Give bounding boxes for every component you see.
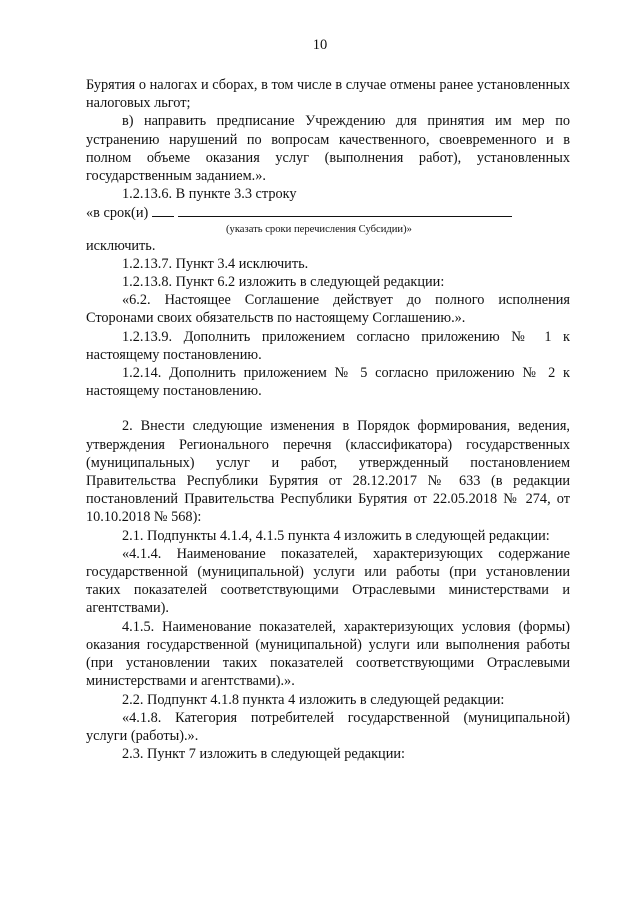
paragraph-2-1: 2.1. Подпункты 4.1.4, 4.1.5 пункта 4 изложить в следующей редакции: (122, 527, 550, 544)
paragraph-1-2-13-7: 1.2.13.7. Пункт 3.4 исключить. (122, 255, 309, 272)
paragraph-2: 2. Внести следующие изменения в Порядок формирования, ведения, утверждения Регионального перечня (классификатора) государственных (муниципальных) услуг и работ, утвержденный постановлением Правительства Республики Бурятия от 28.12.2017 № 633 (в редакции постановлений Правительства Республики Бурятия от 22.05.2018 № 274, от 10.10.2018 № 568): (86, 418, 570, 526)
paragraph-4-1-4: «4.1.4. Наименование показателей, характеризующих содержание государственной (муниципальной) услуги или работы (при установлении таких показателей соответствующими Отраслевыми министерствами и агентствами). (86, 545, 570, 617)
document-body (86, 76, 570, 763)
blank-line-short (152, 203, 174, 217)
paragraph-1-2-14: 1.2.14. Дополнить приложением № 5 согласно приложению № 2 к настоящему постановлению. (86, 365, 570, 400)
paragraph-instruction-v: в) направить предписание Учреждению для принятия им мер по устранению нарушений по вопросам качественного, своевременного и в полном объеме оказания услуг (выполнения работ), установленных государственным заданием.». (86, 113, 570, 185)
paragraph-6-2: «6.2. Настоящее Соглашение действует до полного исполнения Сторонами своих обязательств по настоящему Соглашению.». (86, 292, 570, 327)
page-number: 10 (312, 37, 328, 53)
paragraph-2-2: 2.2. Подпункт 4.1.8 пункта 4 изложить в следующей редакции: (122, 691, 505, 708)
blank-line-long (178, 203, 512, 217)
paragraph-1-2-13-9: 1.2.13.9. Дополнить приложением согласно приложению № 1 к настоящему постановлению. (86, 328, 570, 363)
blank-field-deadline (86, 203, 570, 222)
paragraph-1-2-13-6: 1.2.13.6. В пункте 3.3 строку (122, 186, 297, 203)
paragraph-tax-continuation: Бурятия о налогах и сборах, в том числе в случае отмены ранее установленных налоговых льгот; (86, 77, 570, 112)
blank-field-label: «в срок(и) (86, 205, 149, 222)
paragraph-2-3: 2.3. Пункт 7 изложить в следующей редакции: (122, 746, 405, 763)
paragraph-exclude: исключить. (86, 237, 156, 254)
paragraph-4-1-8: «4.1.8. Категория потребителей государственной (муниципальной) услуги (работы).». (86, 709, 570, 744)
paragraph-4-1-5: 4.1.5. Наименование показателей, характеризующих условия (формы) оказания государственной (муниципальной) услуги или выполнения работы (при установлении таких показателей соответствующими Отраслевыми министерствами и агентствами).». (86, 618, 570, 690)
blank-field-caption: (указать сроки перечисления Субсидии)» (226, 223, 412, 235)
paragraph-1-2-13-8: 1.2.13.8. Пункт 6.2 изложить в следующей редакции: (122, 274, 445, 291)
